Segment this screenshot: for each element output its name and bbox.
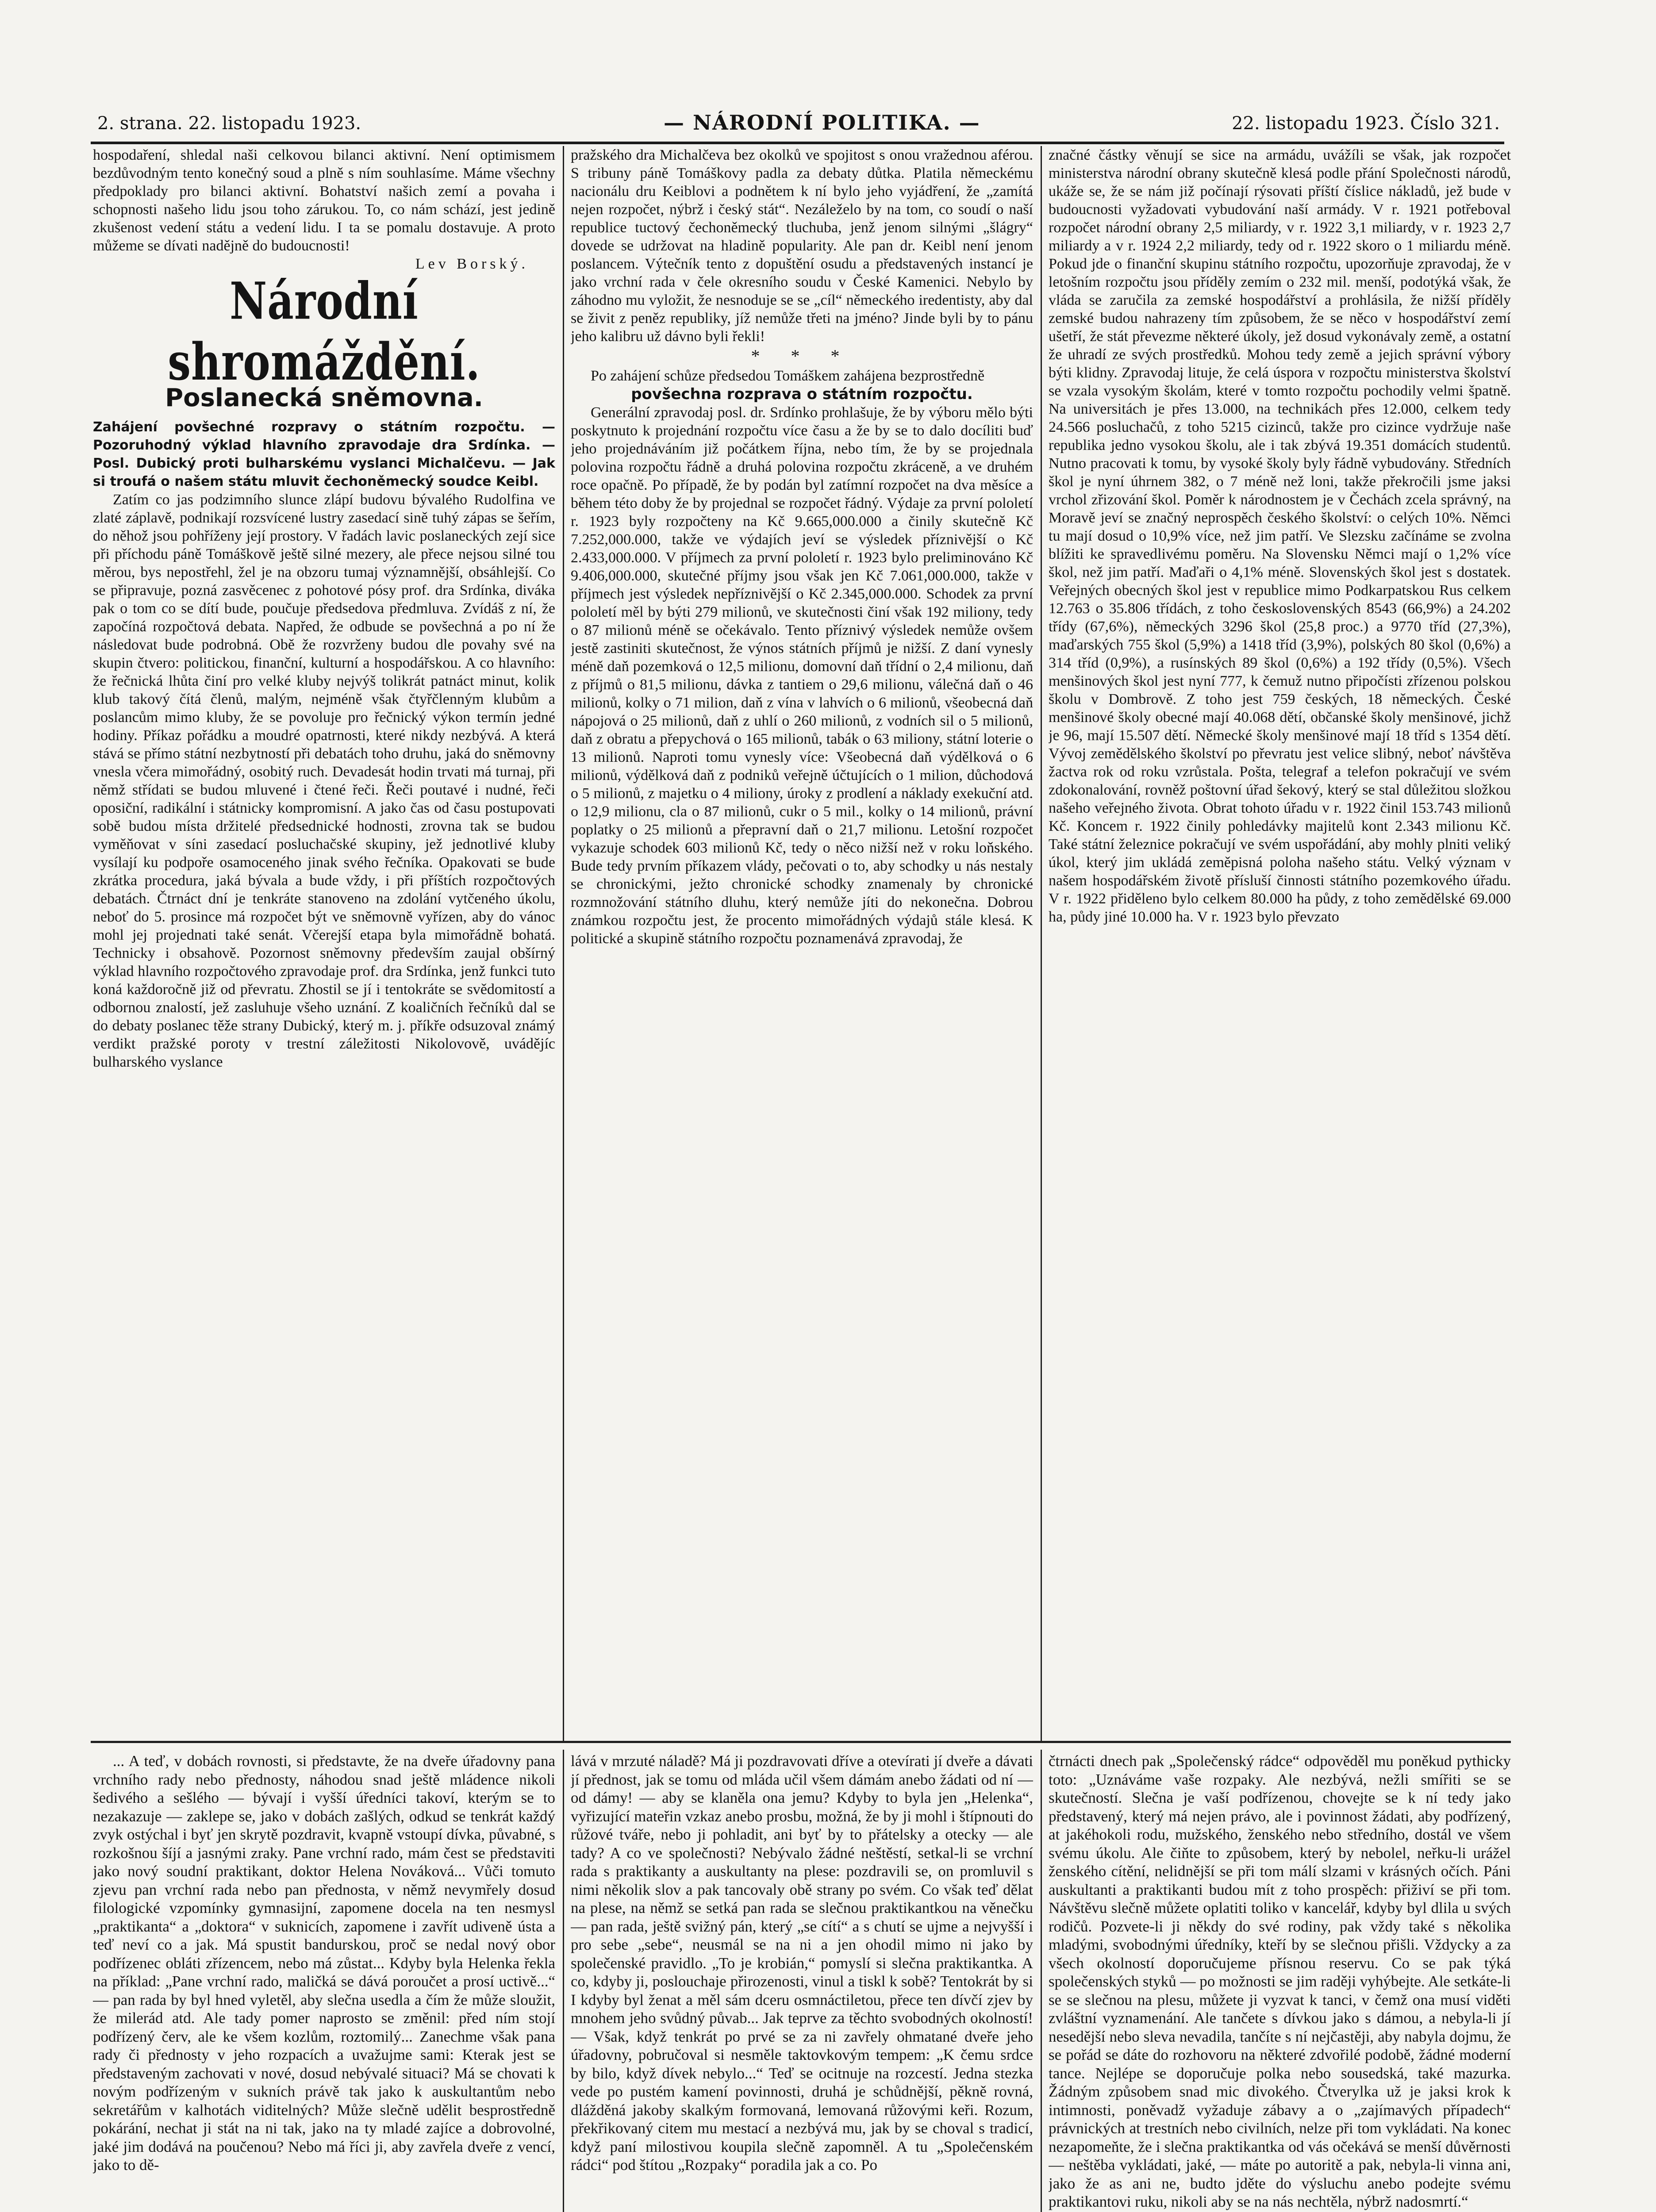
column-divider-1 (563, 146, 564, 1743)
feuilleton-divider (91, 1741, 1511, 1743)
article-body-continued: pražského dra Michalčeva bez okolků ve spojitost s onou vražednou aférou. S tribuny páně Tomáškovy padla za debaty důtka. Platila německému nacionálu dru Keiblovi a podnětem k ní bylo jeho vyjádření, že „zamítá nejen rozpočet, nýbrž i český stát“. Nezáleželo by na tom, co soudí o naší republice tuctový čechoněmecký tluchuba, jenž jenom silnými „šlágry“ dovede se udržovat na hladině popularity. Ale pan dr. Keibl není jenom poslancem. Výtečník tento z dopuštění osudu a představených instancí je jako vrchní rada v čele okresního soudu v České Kamenici. Nebylo by záhodno mu vyložit, že nesnoduje se se „cíl“ německého iredentisty, aby dal se živit z peněz republiky, jíž nemůže třeti na jméno? Jinde byli by to pánu jeho kalibru už dávno byli řekli! (571, 147, 1033, 345)
header-date-left: 2. strana. 22. listopadu 1923. (97, 113, 361, 134)
column-3 (1049, 146, 1511, 1734)
feuilleton-column-3 (1049, 1752, 1511, 2212)
feuilleton-text-1: ... A teď, v dobách rovnosti, si představte, že na dveře úřadovny pana vrchního rady nebo přednosty, náhodou snad ještě mládence nikoli šedivého a sešlého — bývají i vyšší úředníci takoví, kterým se to nezakazuje — zaklepe se, jako v dobách zašlých, odkud se tenkrát každý zvyk ostýchal i byť jen skrytě pozdravit, kvapně vstoupí dívka, půvabné, s rozkošnou šíjí a jasnými zraky. Pane vrchní rado, mám čest se představiti jako nový soudní praktikant, doktor Helena Nováková... Vůči tomuto zjevu pan vrchní rada nebo pan přednosta, v němž nevymřely dosud filologické vzpomínky gymnasijní, zapomene docela na ten nesmysl „praktikanta“ a „doktora“ v suknicích, zapomene i zavřít udiveně ústa a teď neví co a jak. Má spustit bandurskou, proč se nedal nový obor podřízenec obláti zřízencem, nebo má zůstat... Kdyby byla Helenka řekla na příklad: „Pane vrchní rado, maličká se dává poroučet a prosí uctivě...“ — pan rada by byl hned vyletěl, aby slečna usedla a čím že může sloužit, že milerád atd. Ale tady pomer naprosto se změnil: před ním stojí podřízený červ, ale ke všem kozlům, roztomilý... Zaneсhme však pana rady či přednosty v jeho rozpacích a uvažujme sami: Kterak jest se představeným zachovati v nové, dosud nebývalé situaci? Má se chovati k novým podřízeným v sukních právě tak jako k auskultantům nebo sekretářům v kalhotách viditelných? Může slečně udělit besprostředně pokárání, nechat ji stát na ni tak, jako na ty mladé zajíce a dobrovolné, jaké jim dodává na poučenou? Nebo má říci ji, aby zavřela dveře z vencí, jako to dě- (93, 1752, 555, 2174)
feuilleton-column-1 (93, 1752, 555, 2212)
column-divider-2 (1041, 146, 1042, 1743)
masthead-title: — NÁRODNÍ POLITIKA. — (664, 111, 980, 134)
feuilleton-divider-1 (563, 1750, 564, 2212)
column-2 (571, 146, 1033, 1734)
header-issue-right: 22. listopadu 1923. Číslo 321. (1232, 113, 1500, 134)
section-separator: * * * (751, 346, 853, 366)
column-1 (93, 146, 555, 1734)
debate-heading: povšechna rozprava o státním rozpočtu. (631, 385, 973, 403)
essay-conclusion: hospodaření, shledal naši celkovou bilanci aktivní. Není optimismem bezdůvodným tento konečný soud a plně s ním souhlasíme. Máme všechny předpoklady pro bilanci aktivní. Bohatství našich zemí a povaha i schopnosti našeho lidu jsou toho zárukou. To, co nám schází, jest jedině zkušenost vedení státu a vedení lidu. I ta se pomalu dostavuje. A proto můžeme se dívati nadějně do budoucnosti! (93, 147, 555, 254)
budget-report-continued: značné částky věnují se sice na armádu, uvážíli se však, jak rozpočet ministerstva národní obrany skutečně klesá podle přání Společnosti národů, ukáže se, že se nám již počínají rýsovati příští číslice nákladů, jež bude v budoucnosti vyžadovati vybudování naší armády. V r. 1921 potřeboval rozpočet národní obrany 2,5 miliardy, v r. 1922 3,1 miliardy, v r. 1923 2,7 miliardy a v r. 1924 2,2 miliardy, tedy od r. 1922 skoro o 1 miliardu méně. Pokud jde o finanční skupinu státního rozpočtu, upozorňuje zpravodaj, že v letošním rozpočtu jsou příděly zemím o 232 mil. menší, podotýká však, že vláda se zaručila za zemské hospodářství a prohlásila, že nižší příděly zemské budou nahrazeny tím způsobem, že se něco v hospodářství zemí ušetří, že stát převezme některé úkoly, jež dosud vykonávaly země, a ostatní že uhradí ze svých prostředků. Mohou tedy země a jejich správní výbory býti klidny. Zpravodaj lituje, že celá úspora v rozpočtu ministerstva školství se vzala vysokým školám, které v tomto rozpočtu pochodily velmi špatně. Na universitách je přes 13.000, na technikách přes 12.000, celkem tedy 24.566 posluchačů, z toho 5215 cizinců, takže pro cizince vydržuje naše republika jedno vysokou školu, ale i tak zbývá 19.351 domácích studentů. Nutno pracovati k tomu, by vysoké školy byly řádně vybudovány. Středních škol je nyní úhrnem 382, o 7 méně než loni, takže překročili jsme jaksi vrchol zřizování škol. Poměr k národnostem je v Čechách zcela správný, na Moravě jeví se značný neprospěch českého školství: o celých 10%. Němci tu mají dosud o 10,9% více, než jim patří. Ve Slezsku začínáme se zvolna blížiti ke spravedlivému poměru. Na Slovensku Němci mají o 1,2% více škol, než jim patří. Maďaři o 4,1% méně. Slovenských škol jest s dostatek. Veřejných obecných škol jest v republice mimo Podkarpatskou Rus celkem 12.763 o 35.806 třídách, z toho československých 8543 (66,9%) a 24.202 třídy (67,6%), německých 3296 škol (25,8 proc.) a 9770 tříd (27,3%), maďarských 755 škol (5,9%) a 1418 tříd (3,9%), polských 80 škol (0,6%) a 314 tříd (0,9%), a rusínských 89 škol (0,6%) a 192 třídy (0,5%). Všech menšinových škol jest nyní 777, k čemuž nutno připočísti zřízenou polskou školu v Dombrově. Z toho jest 759 českých, 18 německých. České menšinové školy obecné mají 40.068 dětí, občanské školy menšinové, jichž je 96, mají 15.507 dětí. Německé školy menšinové mají 18 tříd s 1354 dětí. Vývoj zemědělského školství po převratu jest velice slibný, neboť návštěva žactva rok od roku vzrůstala. Pošta, telegraf a telefon pokračují ve svém zdokonalování, rovněž poštovní úřad šekový, který se stal důležitou složkou našeho veřejného života. Obrat tohoto úřadu v r. 1922 činil 153.743 milionů Kč. Koncem r. 1922 činily pohledávky majitelů kont 2.343 milionu Kč. Také státní železnice pokračují ve svém uspořádání, aby mohly plniti veliký úkol, který jim ukládá zeměpisná poloha našeho státu. Velký význam v našem hospodářském životě přísluší činnosti státního pozemkového úřadu. V r. 1922 přiděleno bylo celkem 80.000 ha půdy, z toho zemědělské 69.000 ha, půdy jiné 10.000 ha. V r. 1923 bylo převzato (1049, 147, 1511, 925)
feuilleton-text-2: lává v mrzuté náladě? Má ji pozdravovati dříve a otevírati jí dveře a dávati jí přednost, jak se tomu od mláda učil všem dámám anebo žádati od ní — od dámy! — aby se klaněla ona jemu? Kdyby to byla jen „Helenka“, vyřizující mateřin vzkaz anebo prosbu, možná, že by ji mohl i štípnouti do růžové tváře, nebo ji pohladit, ani byť by to přátelsky a otecky — ale tady? A co ve společnosti? Nebývalo žádné neštěstí, setkal-li se vrchní rada s praktikanty a auskultanty na plese: pozdravili se, on promluvil s nimi několik slov a pak tancovaly obě strany po svém. Co však teď dělat na plese, na němž se setká pan rada se slečnou praktikantkou na věnečku — pan rada, ještě svižný pán, který „se cítí“ a s chutí se ujme a nejvyšší i pro sebe „sebe“, neusmál se na ni a jen ohodil mimo ni jako by společenské pravidlo. „To je krobián,“ pomyslí si slečna praktikantka. A co, kdyby ji, poslouchaje přirozenosti, vinul a tiskl k sobě? Tentokrát by si I kdyby byl ženat a měl sám dceru osmnáctiletou, přece ten dívčí zjev by mnohem jeho svůdný půvab... Jak teprve za těchto svobodných okolností! — Však, když tenkrát po prvé se za ni zavřely ohmatané dveře jeho úřadovny, pobručoval si nesměle taktovkovým tempem: „K čemu srdce by bilo, když dívek nebylo...“ Teď se ocitnuje na rozcestí. Jedna stezka vede po pustém kamení povinnosti, druhá je schůdnější, pěkně rovná, dlážděná jakoby skalkým formovaná, lemovaná růžovými keři. Rozum, překřikovaný citem mu mestací a nezbývá mu, jak by se choval s tradicí, když paní milostivou koupila slečně zapomněl. A tu „Společenském rádci“ pod štítou „Rozpaky“ poradila jak a co. Po (571, 1752, 1033, 2174)
article-body: Zatím co jas podzimního slunce zlápí budovu bývalého Rudolfina ve zlaté záplavě, podnikají rozsvícené lustry zasedací sině tuhý zápas se šeřím, do něhož jsou pohříženy její prostory. V řadách lavic poslaneckých zejí sice při příchodu páně Tomáškově ještě silné mezery, ale přece nejsou silné tou měrou, bys nepostřehl, žel je na obzoru tumaj významnější, obsáhlejší. Co se připravuje, pozná zasvěcenec z pohotové pósy prof. dra Srdínka, diváka pak o tom co se dítí bude, poučuje předsedova předmluva. Zvídáš z ní, že započíná rozpočtová debata. Napřed, že odbude se povšechná a po ní že následovat bude podrobná. Obě že rozvrženy budou dle povahy své na skupin čtvero: politickou, finanční, kulturní a hospodářskou. A co hlavního: že řečnická lhůta činí pro velké kluby nejvýš tolikrát patnáct minut, kolik klub takový čítá členů, malým, nejméně však čtyřčlenným klubům a poslancům mimo kluby, že se povoluje pro řečnický výkon termín jedné hodiny. Příkaz pořádku a moudré opatrnosti, které nikdy nezbývá. A která stává se přímo státní nezbytností při debatách toho druhu, jaká do sněmovny vnesla včera mimořádný, osobitý ruch. Devadesát hodin trvati má turnaj, při němž střídati se budou mluvené i čtené řeči. Řeči poutavé i nudné, řeči oposiční, radikální i státnicky kompromisní. A jako čas od času postupovati sobě budou místa držitelé předsednické hodnosti, zrovna tak se budou vyměňovat v síni zasedací posluchačské skupiny, jež jednotlivé kluby vysílají ku podpoře osamoceného jinak svého řečníka. Opakovati se bude zkrátka procedura, jaká bývala a bude vždy, i při příštích rozpočtových debatách. Čtrnáct dní je tenkráte stanoveno na zdolání vytčeného úkolu, neboť do 5. prosince má rozpočet být ve sněmovně vyřízen, aby do vánoc mohl jej projednati také senát. Včerejší etapa byla mimořádně bohatá. Technicky i obsahově. Pozornost sněmovny především zaujal obšírný výklad hlavního rozpočtového zpravodaje prof. dra Srdínka, jenž funkci tuto koná každoročně již od převratu. Zhostil se jí i tentokráte se svědomitostí a odbornou znalostí, jež zasluhuje všeho uznání. Z koaličních řečníků dal se do debaty poslanec těže strany Dubický, který m. j. příkře odsuzoval známý verdikt pražské poroty v trestní záležitosti Nikolovově, uvádějíc bulharského vyslance (93, 492, 555, 1070)
article-summary: Zahájení povšechné rozpravy o státním rozpočtu. — Pozoruhodný výklad hlavního zpravodaje dra Srdínka. — Posl. Dubický proti bulharskému vyslanci Michalčevu. — Jak si troufá o našem státu mluvit čechoněmecký soudce Keibl. (93, 419, 555, 489)
page-header (88, 111, 1504, 137)
header-rule (91, 142, 1504, 144)
feuilleton-divider-2 (1041, 1750, 1042, 2212)
rapporteur-report: Generální zpravodaj posl. dr. Srdínko prohlašuje, že by výboru mělo býti poskytnuto k projednání rozpočtu více času a že by se to dalo docíliti buď jeho projednáváním již počátkem října, nebo tím, že by se projednala polovina rozpočtu řádně a druhá polovina rozpočtu zkráceně, a ve druhém roce opačně. Po případě, že by podán byl zatímní rozpočet na dva měsíce a během této doby že by projednal se rozpočet řádný. Výdaje za první pololetí r. 1923 byly rozpočteny na Kč 9.665,000.000 a činily skutečně Kč 7.252,000.000, takže ve výdajích jeví se výsledek příznivější o Kč 2.433,000.000. V příjmech za první pololetí r. 1923 bylo preliminováno Kč 9.406,000.000, skutečné příjmy jsou však jen Kč 7.061,000.000, takže v příjmech jest výsledek nepříznivější o Kč 2.345,000.000. Schodek za první pololetí měl by býti 279 milionů, ve skutečnosti činí však 192 miliony, tedy o 87 milionů méně se očekávalo. Tento příznivý výsledek nemůže ovšem jestě zastiniti skutečnost, že výnos státních příjmů je nižší. Z daní vynesly méně daň pozemková o 12,5 milionu, domovní daň třídní o 2,4 milionu, daň z příjmů o 81,5 milionu, dávka z tantiem o 29,6 milionu, válečná daň o 46 milionů, kolky o 71 milion, daň z vína v lahvích o 6 milionů, všeobecná daň nápojová o 25 milionů, daň z uhlí o 260 milionů, z vodních sil o 5 milionů, daň z obratu a přepychová o 165 milionů, tabák o 63 miliony, státní loterie o 13 milionů. Naproti tomu vynesly více: Všeobecná daň výdělková o 6 milionů, výdělková daň z podniků veřejně účtujících o 1 milion, důchodová o 5 milionů, z majetku o 4 miliony, úroky z prodlení a náklady exekuční atd. o 12,9 milionu, cla o 87 milionů, cukr o 5 mil., kolky o 14 milionů, právní poplatky o 25 milionů a přepravní daň o 21,7 milionu. Letošní rozpočet vykazuje schodek 603 milionů Kč, tedy o něco nižší než v roku loňského. Bude tedy prvním příkazem vlády, pečovati o to, aby schodky u nás nestaly se chronickými, ježto chronické schodky znamenaly by chronické rozmnožování státního dluhu, který nemůže jíti do nekonečna. Dobrou známkou rozpočtu jest, že procento mimořádných výdajů stále klesá. K politické a skupině státního rozpočtu poznamenává zpravodaj, že (571, 404, 1033, 947)
section-title: Národní shromáždění. (168, 271, 480, 392)
feuilleton-text-3: čtrnácti dnech pak „Společenský rádce“ odpověděl mu poněkud pythicky toto: „Uznáváme vaše rozpaky. Ale nezbývá, nežli smířiti se se skutečností. Slečna je vaší podřízenou, chovejte se k ní tedy jako představený, který má nejen právo, ale i povinnost žádati, aby podřízený, at jakéhokoli rodu, mužského, ženského nebo středního, dostál ve všem svému úkolu. Ale čiňte to způsobem, který by nebolel, neřku-li urážel ženského cítění, nelidnější se při tom málí slzami v krásných očích. Páni auskultanti a praktikanti budou mít z toho prospěch: přiživí se při tom. Návštěvu slečně můžete oplatiti toliko v kancelář, kdyby byl dlila u svých rodičů. Pozvete-li ji někdy do své rodiny, pak vždy také s několika mladými, svobodnými úředníky, kteří by se slečnou přišli. Vždycky a za všech okolností doporučujeme přísnou reservu. Co se pak týká společenských styků — po možnosti se jim raději vyhýbejte. Ale setkáte-li se se slečnou na plesu, můžete ji vyzvat k tanci, v čemž ona musí viděti zvláštní vyznamenání. Ale tančete s dívkou jako s dámou, a nebyla-li jí nesedější nebo sleva nevadila, tančíte s ní nejčastěji, aby nabyla dojmu, že se pořád se dáte do rozhovoru na některé zdvořilé podobě, žádné moderní tance. Nejlépe se doporučuje polka nebo sousedská, také mazurka. Žádným způsobem snad mic divokého. Čtverylka už je jaksi krok k intimnosti, poněvadž vyžaduje zábavy a o „zajímavých případech“ právnických at trestních nebo civilních, nelze při tom vykládati. Na konec nezapomeňte, že i slečna praktikantka od vás očekává se menší důvěrnosti — neštěba vykládati, jaké, — máte po autoritě a pak, nebyla-li vinna ani, jako že as ani ne, budto jděte do výsluchu anebo podejte svému praktikantovi ruku, nikoli aby se na nás nechtěla, nýbrž nadosmrtí.“ (1049, 1752, 1511, 2210)
feuilleton-column-2 (571, 1752, 1033, 2212)
section-subtitle: Poslanecká sněmovna. (165, 384, 483, 412)
session-opening: Po zahájení schůze předsedou Tomáškem zahájena bezprostředně (591, 368, 985, 384)
author-signature: Lev Borský. (415, 256, 529, 272)
